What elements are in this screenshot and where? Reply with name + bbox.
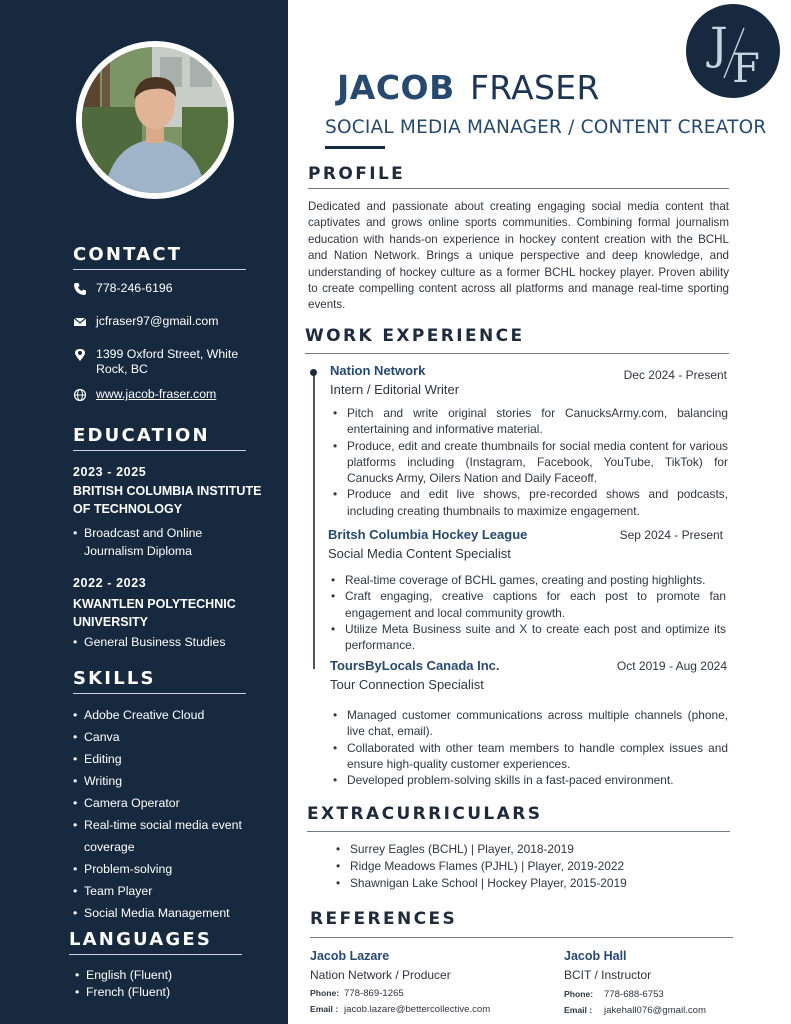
reference-email-value: jacob.lazare@bettercollective.com: [344, 1004, 491, 1015]
phone-number: 778-246-6196: [96, 281, 173, 295]
education-program-list: [73, 524, 253, 560]
reference-role: Nation Network / Producer: [310, 968, 451, 982]
skill-item: • Social Media Management: [73, 902, 253, 924]
job-dates: Dec 2024 - Present: [623, 368, 727, 382]
job-duties-list: [328, 572, 726, 653]
job-duty: • Produce, edit and create thumbnails for social media content for various platforms including (Instagram, Facebook, YouTube, TikTok) for Canucks Army, Oilers Nation and Daily Faceoff.: [330, 438, 728, 487]
last-name: FRASER: [470, 68, 600, 107]
skills-divider: [73, 693, 246, 694]
phone-label: Phone:: [310, 988, 340, 998]
extracurriculars-list: [333, 841, 713, 892]
profile-photo: [82, 47, 228, 193]
contact-address: [73, 347, 253, 377]
job-dates: Oct 2019 - Aug 2024: [616, 659, 727, 673]
reference-phone-value: 778-869-1265: [344, 988, 404, 999]
profile-photo-frame: [76, 41, 234, 199]
language-item: • French (Fluent): [75, 984, 275, 1001]
timeline-dot: [310, 369, 317, 376]
experience-divider: [305, 353, 729, 354]
skill-item: • Real-time social media event coverage: [73, 814, 253, 858]
globe-icon: [73, 388, 87, 402]
education-program: • General Business Studies: [73, 633, 273, 651]
skill-item: • Editing: [73, 748, 253, 770]
job-duty: • Craft engaging, creative captions for each post to promote fan engagement and local community growth.: [328, 588, 726, 621]
extracurricular-item: • Surrey Eagles (BCHL) | Player, 2018-2019: [333, 841, 713, 858]
job-duty: • Managed customer communications across multiple channels (phone, live chat, email).: [330, 707, 728, 740]
sidebar: [0, 0, 288, 1024]
reference-phone-value: 778-688-6753: [604, 989, 664, 1000]
job-organization: Britsh Columbia Hockey League: [328, 527, 528, 542]
profile-summary: Dedicated and passionate about creating engaging social media content that captivates and grows online sports communities. Combining formal journalism education with hands-on experience in hockey content creation with the BCHL and Nation Network. Brings a unique perspective and deep knowledge, and understanding of hockey culture as a former BCHL hockey player. Proven ability to create compelling content across all platforms and manage real-time sporting events.: [308, 200, 729, 312]
reference-email: [564, 1005, 706, 1016]
extracurriculars-heading: EXTRACURRICULARS: [307, 804, 543, 824]
education-divider: [73, 450, 246, 451]
education-school: KWANTLEN POLYTECHNIC UNIVERSITY: [73, 597, 236, 629]
language-item: • English (Fluent): [75, 967, 275, 984]
email-address: jcfraser97@gmail.com: [96, 314, 219, 328]
job-duties-list: [330, 405, 728, 519]
references-divider: [310, 937, 733, 938]
job-organization: ToursByLocals Canada Inc.: [330, 658, 500, 673]
job-duty: • Produce and edit live shows, pre-recorded shows and podcasts, including creating thumbnails to maximize engagement.: [330, 486, 728, 519]
reference-phone: [564, 989, 664, 1000]
languages-heading: LANGUAGES: [69, 929, 213, 950]
job-role-title: SOCIAL MEDIA MANAGER / CONTENT CREATOR: [325, 117, 767, 138]
job-duty: • Pitch and write original stories for CanucksArmy.com, balancing entertaining and informative material.: [330, 405, 728, 438]
reference-phone: [310, 988, 404, 999]
education-years: 2023 - 2025: [73, 465, 147, 479]
job-title: Tour Connection Specialist: [330, 677, 484, 692]
reference-role: BCIT / Instructor: [564, 968, 652, 982]
envelope-icon: [73, 315, 87, 329]
contact-email: [73, 314, 253, 329]
skill-item: • Canva: [73, 726, 253, 748]
extracurricular-item: • Shawnigan Lake School | Hockey Player, 2015-2019: [333, 875, 713, 892]
monogram-logo: [686, 4, 780, 98]
email-label: Email :: [310, 1004, 339, 1014]
skills-list: [73, 704, 253, 924]
job-duty: • Collaborated with other team members to handle complex issues and ensure high-quality customer experiences.: [330, 740, 728, 773]
job-duties-list: [330, 707, 728, 788]
svg-text:J: J: [710, 19, 728, 70]
job-organization: Nation Network: [330, 363, 426, 378]
contact-heading: CONTACT: [73, 244, 183, 265]
job-duty: • Real-time coverage of BCHL games, creating and posting highlights.: [328, 572, 726, 588]
reference-email-value: jakehall076@gmail.com: [604, 1005, 706, 1016]
reference-email: [310, 1004, 490, 1015]
svg-text:F: F: [732, 46, 760, 92]
job-duty: • Utilize Meta Business suite and X to create each post and optimize its performance.: [328, 621, 726, 654]
education-program: • Broadcast and Online Journalism Diploma: [73, 524, 253, 560]
education-school: BRITISH COLUMBIA INSTITUTE OF TECHNOLOGY: [73, 484, 262, 516]
references-heading: REFERENCES: [310, 909, 458, 929]
website-link[interactable]: www.jacob-fraser.com: [96, 387, 217, 401]
contact-phone: [73, 281, 253, 296]
skills-heading: SKILLS: [73, 668, 156, 689]
job-dates: Sep 2024 - Present: [619, 528, 723, 542]
skill-item: • Writing: [73, 770, 253, 792]
job-title: Social Media Content Specialist: [328, 546, 511, 561]
contact-website[interactable]: [73, 387, 253, 402]
languages-list: [75, 967, 275, 1001]
experience-heading: WORK EXPERIENCE: [305, 326, 525, 346]
title-underline: [325, 146, 385, 149]
profile-heading: PROFILE: [308, 164, 406, 184]
skill-item: • Camera Operator: [73, 792, 253, 814]
job-duty: • Developed problem-solving skills in a fast-paced environment.: [330, 772, 728, 788]
map-pin-icon: [73, 348, 87, 362]
street-address: 1399 Oxford Street, White Rock, BC: [96, 347, 239, 376]
contact-divider: [73, 269, 246, 270]
languages-divider: [69, 954, 242, 955]
education-years: 2022 - 2023: [73, 576, 147, 590]
profile-divider: [308, 188, 729, 189]
reference-name: Jacob Hall: [564, 949, 627, 963]
skill-item: • Team Player: [73, 880, 253, 902]
job-title: Intern / Editorial Writer: [330, 382, 460, 397]
first-name: JACOB: [337, 68, 455, 107]
education-program-list: [73, 633, 273, 651]
skill-item: • Adobe Creative Cloud: [73, 704, 253, 726]
education-heading: EDUCATION: [73, 425, 210, 446]
extracurriculars-divider: [307, 831, 730, 832]
extracurricular-item: • Ridge Meadows Flames (PJHL) | Player, 2019-2022: [333, 858, 713, 875]
email-label: Email :: [564, 1005, 593, 1015]
phone-icon: [73, 282, 87, 296]
reference-name: Jacob Lazare: [310, 949, 390, 963]
phone-label: Phone:: [564, 989, 594, 999]
skill-item: • Problem-solving: [73, 858, 253, 880]
experience-timeline: [313, 372, 315, 669]
